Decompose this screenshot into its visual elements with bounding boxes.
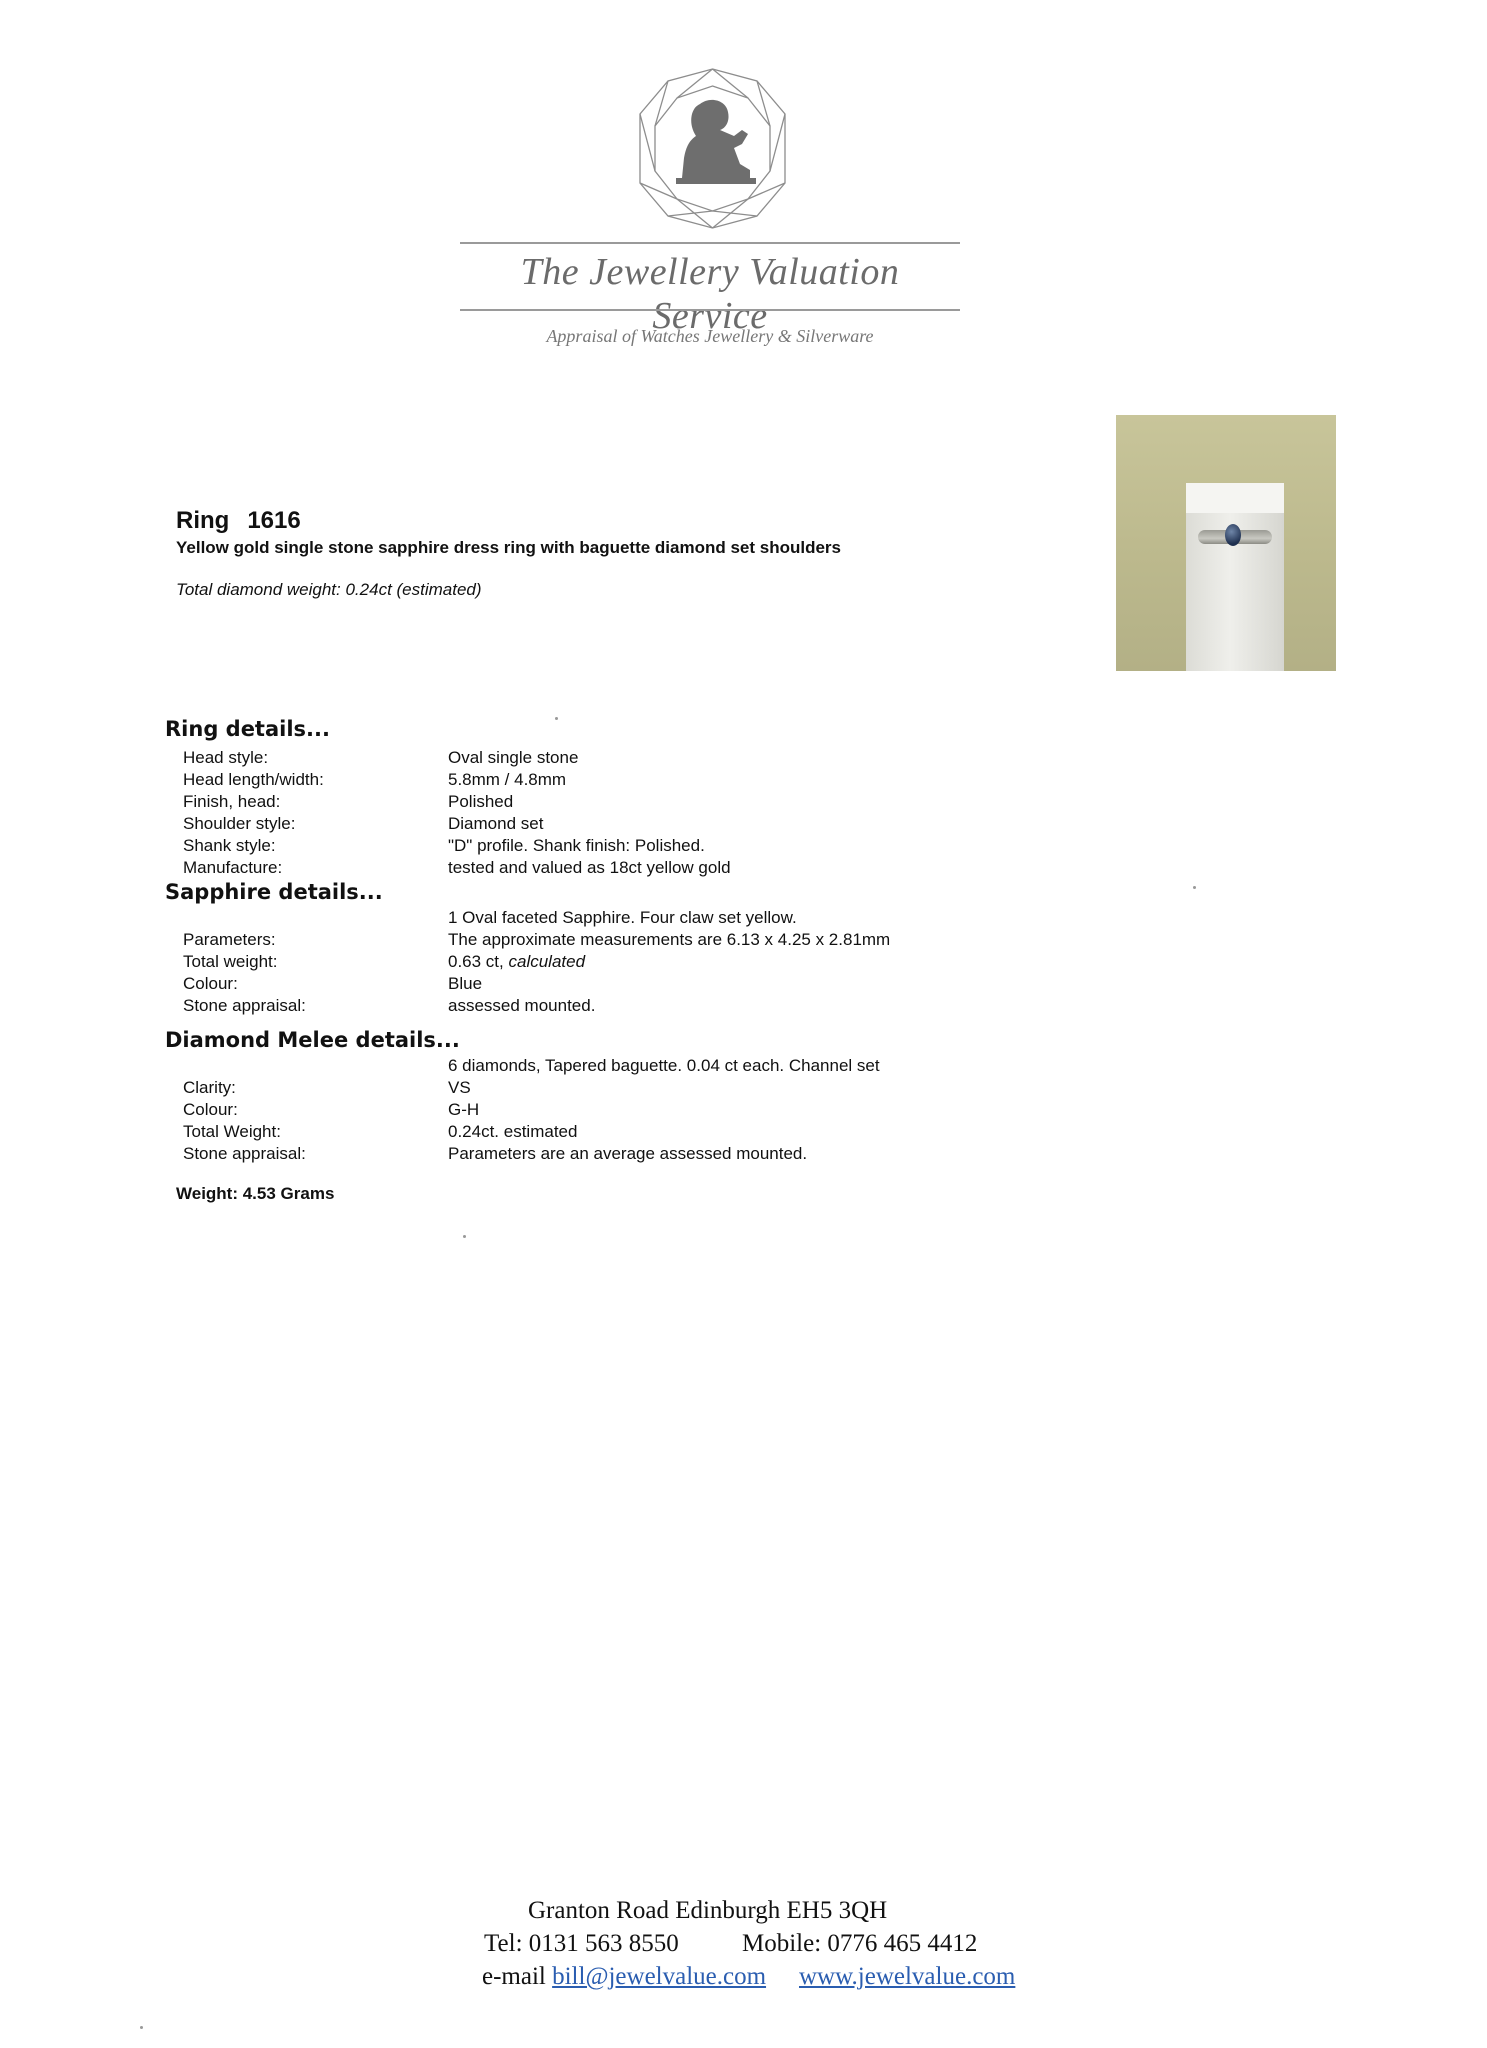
detail-value: Blue [448, 974, 483, 993]
detail-value-italic: calculated [508, 952, 586, 971]
detail-label: Colour: [183, 974, 238, 993]
diamond-details-heading: Diamond Melee details... [165, 1028, 460, 1052]
detail-label: Stone appraisal: [183, 1144, 306, 1163]
brand-tagline: Appraisal of Watches Jewellery & Silverware [546, 326, 874, 346]
detail-label: Total Weight: [183, 1122, 281, 1141]
detail-label: Clarity: [183, 1078, 236, 1097]
scan-speck [463, 1235, 466, 1238]
item-title-word: Ring [176, 507, 230, 534]
item-description: Yellow gold single stone sapphire dress ring with baguette diamond set shoulders [176, 538, 842, 557]
brand-rule-bottom [460, 309, 960, 311]
detail-value: Oval single stone [448, 748, 579, 767]
detail-value: tested and valued as 18ct yellow gold [448, 858, 731, 877]
detail-label: Colour: [183, 1100, 238, 1119]
brand-name: The Jewellery Valuation Service [520, 251, 900, 337]
detail-label: Head style: [183, 748, 269, 767]
detail-value: VS [448, 1078, 471, 1097]
detail-value: "D" profile. Shank finish: Polished. [448, 836, 705, 855]
brand-rule-top [460, 242, 960, 244]
ring-details-heading: Ring details... [165, 717, 330, 741]
item-total-diamond-weight: Total diamond weight: 0.24ct (estimated) [176, 580, 482, 599]
sapphire-details-heading: Sapphire details... [165, 880, 383, 904]
detail-value: 0.24ct. estimated [448, 1122, 578, 1141]
detail-label: Manufacture: [183, 858, 283, 877]
footer-tel: Tel: 0131 563 8550 [484, 1930, 679, 1957]
item-weight: Weight: 4.53 Grams [176, 1184, 335, 1203]
detail-label: Shank style: [183, 836, 276, 855]
scan-speck [140, 2026, 143, 2029]
detail-label: Shoulder style: [183, 814, 296, 833]
sapphire-intro: 1 Oval faceted Sapphire. Four claw set yellow. [448, 908, 797, 927]
footer-email-link[interactable]: bill@jewelvalue.com [552, 1963, 767, 1990]
detail-value: 5.8mm / 4.8mm [448, 770, 567, 789]
detail-value: G-H [448, 1100, 480, 1119]
jeweller-logo-icon [630, 66, 795, 231]
ring-photo [1116, 415, 1336, 671]
detail-value [448, 952, 585, 972]
diamond-intro: 6 diamonds, Tapered baguette. 0.04 ct each. Channel set [448, 1056, 880, 1075]
scan-speck [1193, 886, 1196, 889]
footer-mobile: Mobile: 0776 465 4412 [742, 1930, 978, 1957]
detail-label: Stone appraisal: [183, 996, 306, 1015]
detail-value: Diamond set [448, 814, 544, 833]
item-title [176, 507, 301, 535]
detail-value: Polished [448, 792, 514, 811]
detail-value-text: 0.63 ct, [448, 952, 504, 971]
detail-value: The approximate measurements are 6.13 x 4.25 x 2.81mm [448, 930, 891, 949]
detail-label: Finish, head: [183, 792, 281, 811]
detail-value: assessed mounted. [448, 996, 596, 1015]
detail-value: Parameters are an average assessed mounted. [448, 1144, 808, 1163]
detail-label: Head length/width: [183, 770, 324, 789]
footer-email-row [482, 1963, 766, 1991]
detail-label: Total weight: [183, 952, 278, 971]
footer-website-link[interactable]: www.jewelvalue.com [799, 1963, 1016, 1990]
footer-address: Granton Road Edinburgh EH5 3QH [528, 1897, 888, 1924]
item-number: 1616 [247, 507, 301, 534]
footer-email-label: e-mail [482, 1963, 546, 1990]
scan-speck [555, 717, 558, 720]
footer-website-row [799, 1963, 1015, 1991]
detail-label: Parameters: [183, 930, 276, 949]
